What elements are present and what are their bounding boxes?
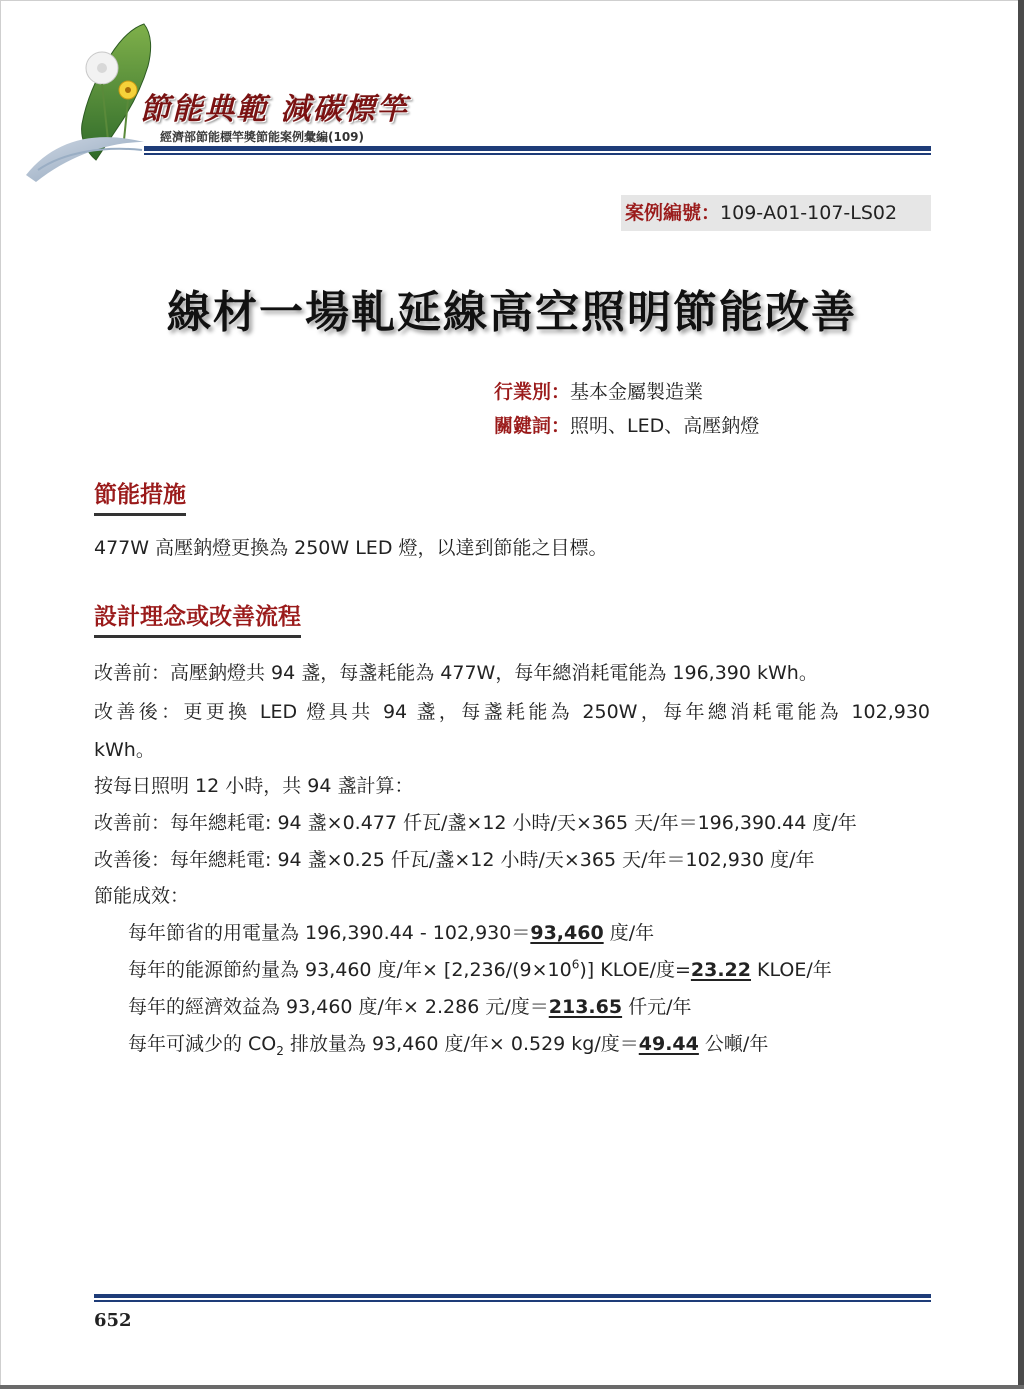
result-line-1	[128, 918, 654, 945]
case-number-value: 109-A01-107-LS02	[720, 202, 898, 224]
result-1-value: 93,460	[530, 922, 604, 944]
result-3-value: 213.65	[548, 996, 623, 1018]
document-title: 線材一場軋延線高空照明節能改善	[167, 287, 857, 338]
footer-rule	[94, 1294, 931, 1298]
design-line-7: 節能成效：	[94, 885, 190, 907]
result-4-subscript: 2	[276, 1043, 284, 1058]
case-number-label: 案例編號：	[625, 202, 721, 224]
result-4-unit: 公噸/年	[698, 1033, 769, 1055]
result-3-text: 每年的經濟效益為 93,460 度/年× 2.286 元/度＝	[128, 996, 549, 1018]
page-shadow-right	[1018, 0, 1024, 1389]
result-4-mid: 排放量為 93,460 度/年× 0.529 kg/度＝	[283, 1033, 639, 1055]
industry-label: 行業別：	[494, 381, 571, 403]
section-heading-design: 設計理念或改善流程	[94, 598, 301, 638]
result-2-exponent: 6	[571, 957, 580, 972]
design-line-5: 改善前：每年總耗電: 94 盞×0.477 仟瓦/盞×12 小時/天×365 天/年＝196,390.44 度/年	[94, 812, 857, 834]
header-rule-thin	[144, 153, 931, 155]
header-rule	[144, 146, 931, 151]
page-number: 652	[94, 1310, 132, 1331]
design-line-6: 改善後：每年總耗電: 94 盞×0.25 仟瓦/盞×12 小時/天×365 天/年＝102,930 度/年	[94, 849, 815, 871]
result-4-text: 每年可減少的 CO	[128, 1033, 277, 1055]
result-1-unit: 度/年	[603, 922, 655, 944]
section-heading-measures: 節能措施	[94, 476, 186, 516]
series-title: 節能典範 減碳標竿	[140, 92, 409, 127]
design-line-1: 改善前：高壓鈉燈共 94 盞，每盞耗能為 477W，每年總消耗電能為 196,390 kWh。	[94, 662, 818, 684]
keywords-value: 照明、LED、高壓鈉燈	[570, 415, 760, 437]
result-4-value: 49.44	[638, 1033, 699, 1055]
result-3-unit: 仟元/年	[622, 996, 692, 1018]
page-shadow-bottom	[0, 1385, 1024, 1389]
design-line-2: 改善後：更更換 LED 燈具共 94 盞，每盞耗能為 250W，每年總消耗電能為 102,930	[94, 701, 930, 723]
result-2-value: 23.22	[690, 959, 751, 981]
design-line-4: 按每日照明 12 小時，共 94 盞計算：	[94, 775, 414, 797]
design-line-3: kWh。	[94, 739, 155, 761]
keywords-line	[494, 411, 759, 438]
result-2-text: 每年的能源節約量為 93,460 度/年× [2,236/(9×10	[128, 959, 572, 981]
industry-value: 基本金屬製造業	[570, 381, 704, 403]
case-number-box	[621, 195, 931, 231]
result-line-4	[128, 1029, 768, 1058]
keywords-label: 關鍵詞：	[494, 415, 571, 437]
footer-rule-thin	[94, 1300, 931, 1302]
result-2-mid: )] KLOE/度=	[579, 959, 691, 981]
series-subtitle: 經濟部節能標竿獎節能案例彙編(109)	[160, 130, 365, 144]
measures-text: 477W 高壓鈉燈更換為 250W LED 燈，以達到節能之目標。	[94, 537, 608, 559]
result-line-3	[128, 992, 692, 1019]
result-line-2	[128, 955, 832, 982]
result-1-text: 每年節省的用電量為 196,390.44 - 102,930＝	[128, 922, 531, 944]
industry-line	[494, 377, 703, 404]
result-2-unit: KLOE/年	[751, 959, 832, 981]
